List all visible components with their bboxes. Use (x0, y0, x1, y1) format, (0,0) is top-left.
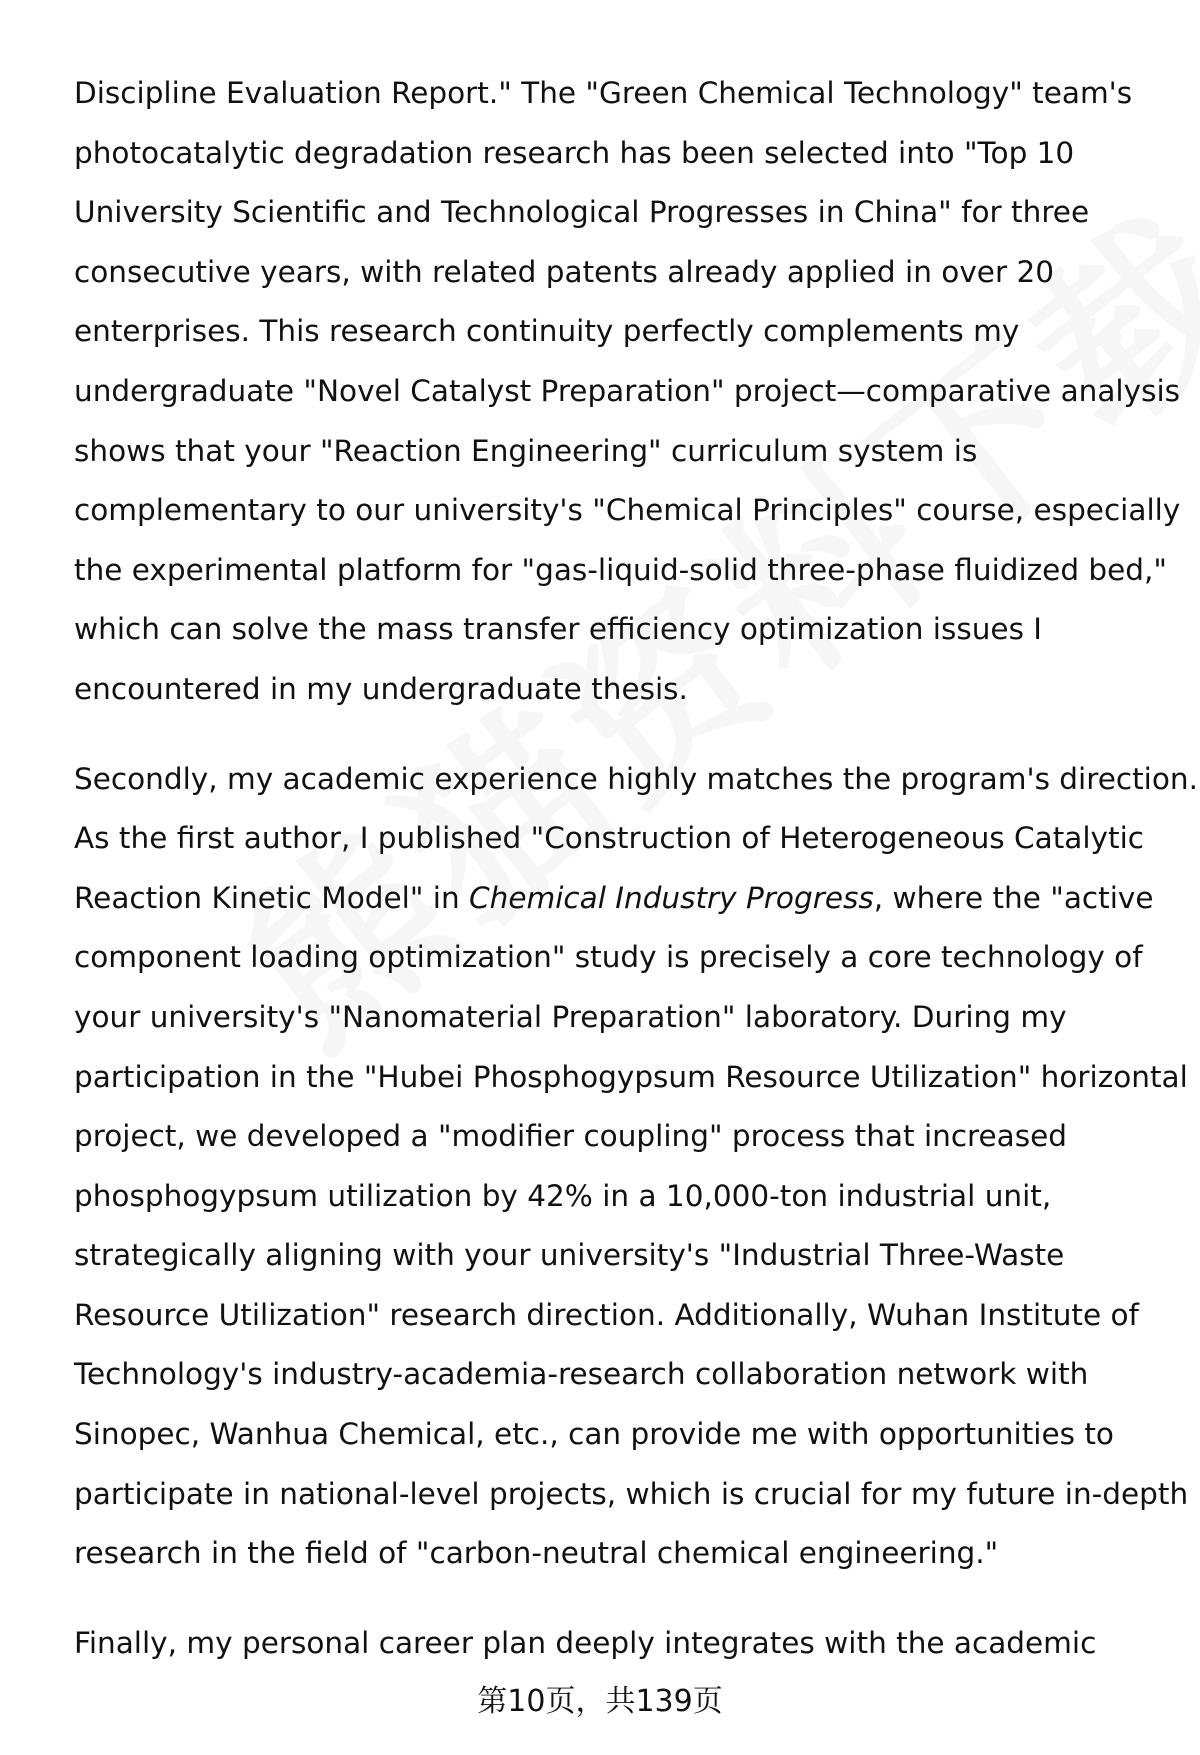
text-line: complementary to our university's "Chemical Principles" course, especially (74, 493, 1181, 528)
text-line: participate in national-level projects, which is crucial for my future in-depth (74, 1476, 1189, 1511)
text-line: your university's "Nanomaterial Preparation" laboratory. During my (74, 999, 1067, 1034)
text-line: the experimental platform for "gas-liquid-solid three-phase fluidized bed," (74, 552, 1167, 587)
text-line: University Scientific and Technological Progresses in China" for three (74, 195, 1090, 230)
text-line: component loading optimization" study is precisely a core technology of (74, 940, 1143, 975)
text-segment: Reaction Kinetic Model" in (74, 880, 470, 915)
text-line: Technology's industry-academia-research collaboration network with (74, 1357, 1089, 1392)
text-line: undergraduate "Novel Catalyst Preparation" project—comparative analysis (74, 373, 1181, 408)
text-line: Sinopec, Wanhua Chemical, etc., can provide me with opportunities to (74, 1417, 1114, 1452)
paragraph-2 (74, 750, 1198, 1584)
text-line: participation in the "Hubei Phosphogypsum Resource Utilization" horizontal (74, 1059, 1188, 1094)
text-line: As the first author, I published "Construction of Heterogeneous Catalytic (74, 821, 1144, 856)
page-number-footer: 第10页，共139页 (477, 1684, 723, 1719)
text-segment: , where the "active (873, 880, 1154, 915)
text-line-with-citation (74, 869, 1164, 929)
text-line: enterprises. This research continuity perfectly complements my (74, 314, 1020, 349)
journal-title: Chemical Industry Progress (469, 880, 874, 915)
text-line: photocatalytic degradation research has been selected into "Top 10 (74, 135, 1075, 170)
text-line: Discipline Evaluation Report." The "Green Chemical Technology" team's (74, 76, 1133, 110)
text-line: strategically aligning with your university's "Industrial Three-Waste (74, 1238, 1065, 1273)
text-line: project, we developed a "modifier coupling" process that increased (74, 1119, 1068, 1154)
text-line: research in the field of "carbon-neutral chemical engineering." (74, 1536, 999, 1571)
text-line: Resource Utilization" research direction. Additionally, Wuhan Institute of (74, 1297, 1139, 1332)
text-line: consecutive years, with related patents already applied in over 20 (74, 254, 1054, 289)
text-line: phosphogypsum utilization by 42% in a 10,000-ton industrial unit, (74, 1178, 1052, 1213)
paragraph-3 (74, 1614, 1164, 1674)
paragraph-1 (74, 64, 1181, 720)
text-line: Secondly, my academic experience highly matches the program's direction. (74, 761, 1198, 796)
text-line: Finally, my personal career plan deeply integrates with the academic (74, 1625, 1097, 1660)
document-body (74, 64, 1198, 1673)
text-line: which can solve the mass transfer efficiency optimization issues I (74, 612, 1043, 647)
text-line: encountered in my undergraduate thesis. (74, 671, 688, 706)
text-line: shows that your "Reaction Engineering" curriculum system is (74, 433, 978, 468)
